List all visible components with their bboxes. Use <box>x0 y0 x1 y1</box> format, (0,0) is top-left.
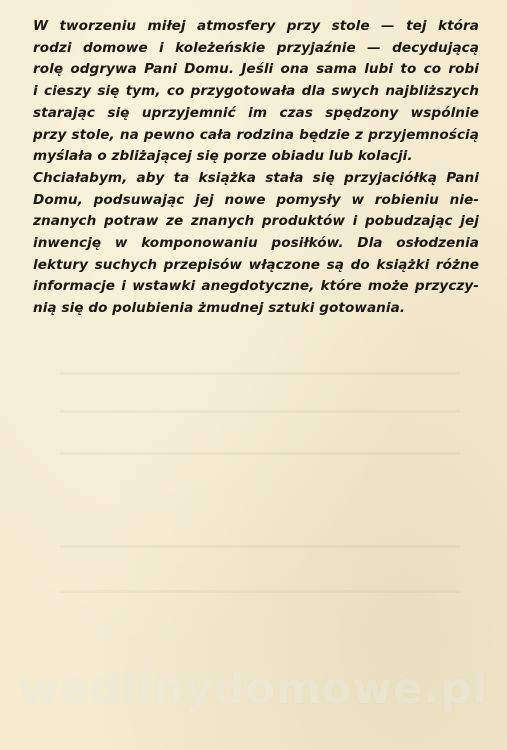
text-line: lektury suchych przepisów włączone są do książki różne <box>33 256 479 273</box>
show-through-line <box>60 452 460 455</box>
text-line: nią się do polubienia żmudnej sztuki gotowania. <box>33 300 406 317</box>
text-line: znanych potraw ze znanych produktów i pobudzając jej <box>33 213 479 230</box>
text-line: informacje i wstawki anegdotyczne, które może przyczy- <box>33 278 479 295</box>
text-line: inwencję w komponowaniu posiłków. Dla osłodzenia <box>33 235 479 252</box>
show-through-line <box>60 590 460 593</box>
text-line: W tworzeniu miłej atmosfery przy stole — tej która <box>33 18 479 34</box>
show-through-line <box>60 545 460 548</box>
show-through-line <box>60 372 460 375</box>
text-line: Domu, podsuwając jej nowe pomysły w robieniu nie- <box>33 191 479 208</box>
preface-text <box>33 16 479 320</box>
text-line: rodzi domowe i koleżeńskie przyjaźnie — decydującą <box>33 39 479 56</box>
text-line: myślała o zbliżającej się porze obiadu lub kolacji. <box>33 148 413 165</box>
text-line: rolę odgrywa Pani Domu. Jeśli ona sama lubi to co robi <box>33 61 479 78</box>
show-through-line <box>60 410 460 413</box>
watermark-text: wedlinydomowe.pl <box>18 664 489 714</box>
text-line: i cieszy się tym, co przygotowała dla swych najbliższych <box>33 83 479 100</box>
text-line: przy stole, na pewno cała rodzina będzie z przyjemnością <box>33 126 479 143</box>
text-line: starając się uprzyjemnić im czas spędzony wspólnie <box>33 104 479 121</box>
text-line: Chciałabym, aby ta książka stała się przyjaciółką Pani <box>33 169 479 186</box>
